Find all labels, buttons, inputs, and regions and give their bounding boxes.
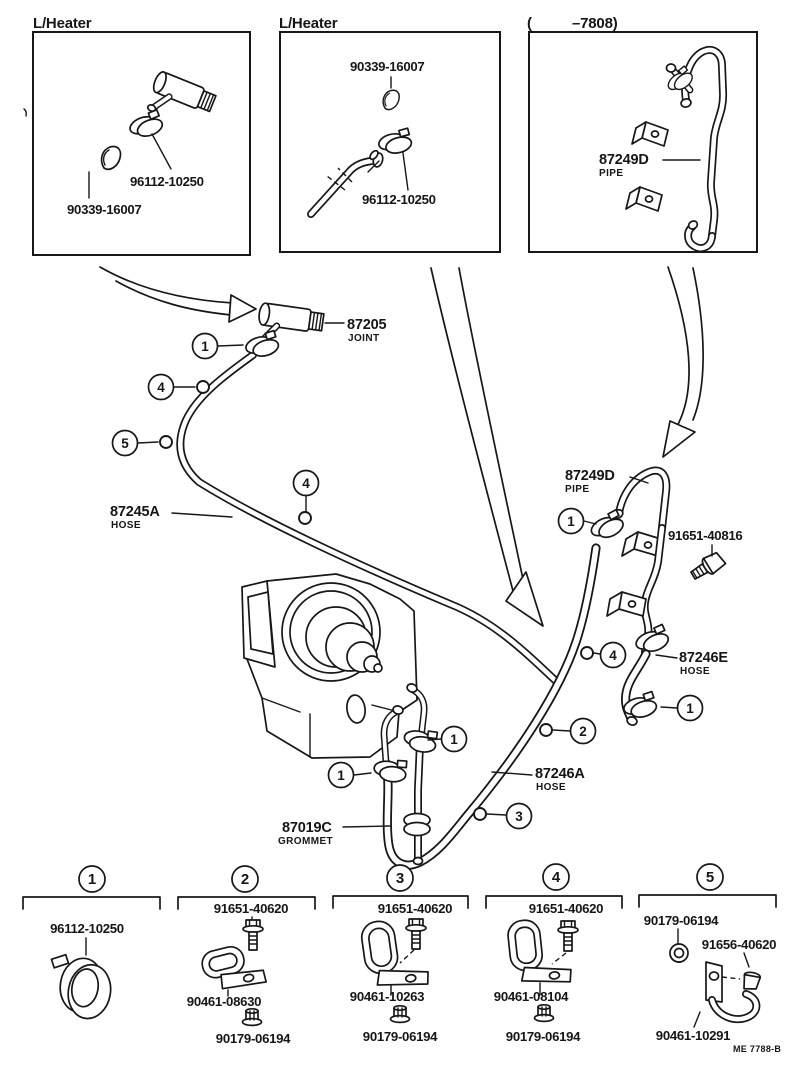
page-code: ME 7788-B (733, 1044, 782, 1054)
part-number: 87246A (535, 766, 585, 782)
label-87205 (325, 317, 386, 344)
part-number: 87019C (282, 820, 332, 836)
part-number: 87246E (679, 650, 728, 666)
callout-number: 4 (157, 379, 165, 395)
part-number: 96112-10250 (50, 921, 124, 936)
label-87246e (656, 650, 728, 677)
part-number: 90339-16007 (67, 202, 142, 217)
inset1-frame (33, 32, 250, 255)
bolt-icon (243, 920, 263, 950)
part-number: 87245A (110, 504, 160, 520)
cap-part-drawing (383, 90, 399, 109)
callout-e-hose-upper (581, 643, 626, 668)
flange-nut-icon (670, 944, 688, 962)
callout-number: 4 (609, 647, 617, 663)
cap-part-drawing (102, 147, 121, 170)
legend-section-4 (486, 864, 622, 1044)
reference-arrow-from-box3 (663, 267, 703, 457)
legend-section-5 (639, 864, 781, 1054)
callout-pipe-clamp (559, 509, 597, 534)
reference-arrow-from-box1 (100, 267, 256, 322)
callout-e-hose-lower (661, 696, 703, 721)
callout-number: 2 (579, 723, 587, 739)
legend-number: 1 (87, 871, 97, 889)
label-87019c (278, 820, 390, 847)
legend-number: 5 (705, 869, 715, 887)
part-number: 91651-40620 (528, 901, 604, 916)
part-number: 96112-10250 (362, 192, 436, 207)
inset-box-left-heater-1 (33, 15, 250, 255)
part-number: 91651-40816 (668, 528, 743, 543)
part-number: 90461-10263 (349, 989, 425, 1004)
part-number: 90339-16007 (350, 59, 425, 74)
scan-artifact (24, 109, 26, 116)
hose-87246e-drawing (621, 654, 658, 726)
legend-number: 4 (551, 869, 561, 887)
inset-box-left-heater-2 (279, 15, 500, 252)
callout-number: 1 (686, 700, 694, 716)
part-type: HOSE (536, 782, 566, 793)
part-number: 90179-06194 (215, 1031, 291, 1046)
part-type: GROMMET (278, 836, 334, 847)
callout-number: 1 (450, 731, 458, 747)
part-number: 87205 (347, 317, 387, 333)
legend-section-3 (333, 865, 468, 1044)
inset1-title: L/Heater (33, 15, 92, 32)
inset2-title: L/Heater (279, 15, 338, 32)
part-type: HOSE (111, 520, 141, 531)
hose-clamp-icon (127, 110, 165, 142)
legend-section-2 (178, 866, 315, 1046)
inset3-paren: ( (527, 15, 532, 32)
bracket-icon (694, 962, 761, 1027)
part-type: PIPE (565, 484, 590, 495)
callout-heater-lower (329, 763, 372, 788)
leader-line (403, 153, 408, 190)
hose-clamp-icon (377, 128, 413, 157)
part-number: 90461-10291 (655, 1028, 731, 1043)
callout-loop-upper (540, 719, 596, 744)
part-number: 90461-08104 (493, 989, 569, 1004)
callout-hose-mid (113, 431, 173, 456)
part-number: 87249D (565, 468, 615, 484)
callout-number: 5 (121, 435, 129, 451)
bolt-icon (406, 919, 426, 949)
callout-number: 1 (337, 767, 345, 783)
part-number: 90179-06194 (505, 1029, 581, 1044)
hose-clamp-icon (373, 759, 406, 783)
nut-icon (243, 1009, 262, 1026)
part-number: 87249D (599, 152, 649, 168)
nut-icon (391, 1006, 410, 1023)
pipe-part-drawing (626, 50, 723, 248)
callout-number: 1 (567, 513, 575, 529)
part-type: HOSE (680, 666, 710, 677)
part-number: 91651-40620 (377, 901, 453, 916)
callout-hose-lower (294, 471, 319, 525)
pipe-87249d-drawing (588, 471, 671, 657)
part-number: 90179-06194 (643, 913, 719, 928)
callout-joint-clamp (193, 334, 244, 359)
hose-clamp-icon (403, 728, 438, 754)
bolt-91651-40816-drawing (688, 550, 726, 583)
part-number: 90461-08630 (186, 994, 262, 1009)
callout-number: 4 (302, 475, 310, 491)
callout-number: 1 (201, 338, 209, 354)
heater-blower-unit-drawing (242, 574, 417, 758)
callout-number: 3 (515, 808, 523, 824)
bolt-icon (558, 921, 578, 951)
part-type: PIPE (599, 168, 624, 179)
part-type: JOINT (348, 333, 380, 344)
clamp-icon-large (42, 952, 115, 1022)
leader-line (152, 134, 171, 169)
nut-icon (535, 1005, 554, 1022)
inset3-date-range: –7808) (572, 15, 618, 32)
label-87245a (110, 504, 232, 531)
label-91651-40816 (668, 528, 742, 556)
part-number: 91651-40620 (213, 901, 289, 916)
part-number: 96112-10250 (130, 174, 204, 189)
legend-number: 3 (395, 870, 405, 888)
grommet-drawing (404, 814, 430, 836)
callout-loop-lower (474, 804, 532, 829)
reference-arrow-from-box2 (431, 268, 543, 626)
part-number: 90179-06194 (362, 1029, 438, 1044)
inset-box-early-production (527, 15, 757, 252)
part-number: 91656-40620 (701, 937, 777, 952)
legend-section-1 (23, 866, 160, 1022)
legend-number: 2 (240, 871, 250, 889)
